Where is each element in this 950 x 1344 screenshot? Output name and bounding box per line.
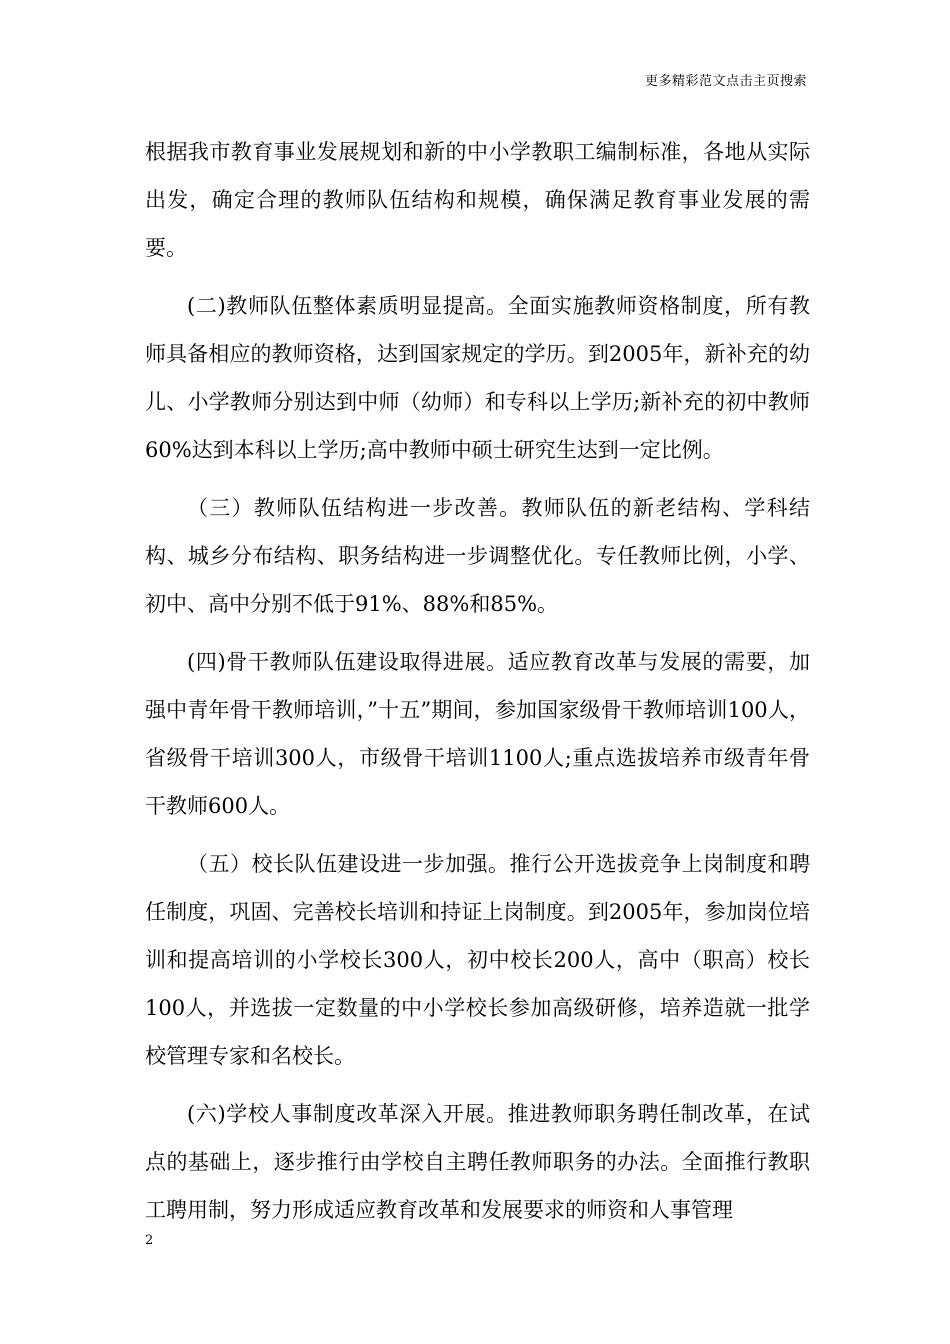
document-body — [145, 128, 810, 1244]
paragraph-section-5: （五）校长队伍建设进一步加强。推行公开选拔竞争上岗制度和聘任制度，巩固、完善校长培训和持证上岗制度。到2005年，参加岗位培训和提高培训的小学校长300人，初中校长200人，高中（职高）校长100人，并选拔一定数量的中小学校长参加高级研修，培养造就一批学校管理专家和名校长。 — [145, 852, 810, 1068]
paragraph-section-6: (六)学校人事制度改革深入开展。推进教师职务聘任制改革，在试点的基础上，逐步推行由学校自主聘任教师职务的办法。全面推行教职工聘用制，努力形成适应教育改革和发展要求的师资和人事管理 — [145, 1102, 810, 1222]
paragraph-section-4: (四)骨干教师队伍建设取得进展。适应教育改革与发展的需要，加强中青年骨干教师培训，”十五”期间，参加国家级骨干教师培训100人，省级骨干培训300人，市级骨干培训1100人;重点选拔培养市级青年骨干教师600人。 — [145, 650, 810, 818]
page-number: 2 — [145, 1233, 154, 1248]
paragraph-section-3: （三）教师队伍结构进一步改善。教师队伍的新老结构、学科结构、城乡分布结构、职务结构进一步调整优化。专任教师比例，小学、初中、高中分别不低于91%、88%和85%。 — [145, 496, 810, 616]
paragraph-continuation: 根据我市教育事业发展规划和新的中小学教职工编制标准，各地从实际出发，确定合理的教师队伍结构和规模，确保满足教育事业发展的需要。 — [145, 140, 810, 260]
paragraph-section-2: (二)教师队伍整体素质明显提高。全面实施教师资格制度，所有教师具备相应的教师资格，达到国家规定的学历。到2005年，新补充的幼儿、小学教师分别达到中师（幼师）和专科以上学历;新补充的初中教师60%达到本科以上学历;高中教师中硕士研究生达到一定比例。 — [145, 294, 810, 462]
header-note: 更多精彩范文点击主页搜索 — [644, 74, 807, 89]
